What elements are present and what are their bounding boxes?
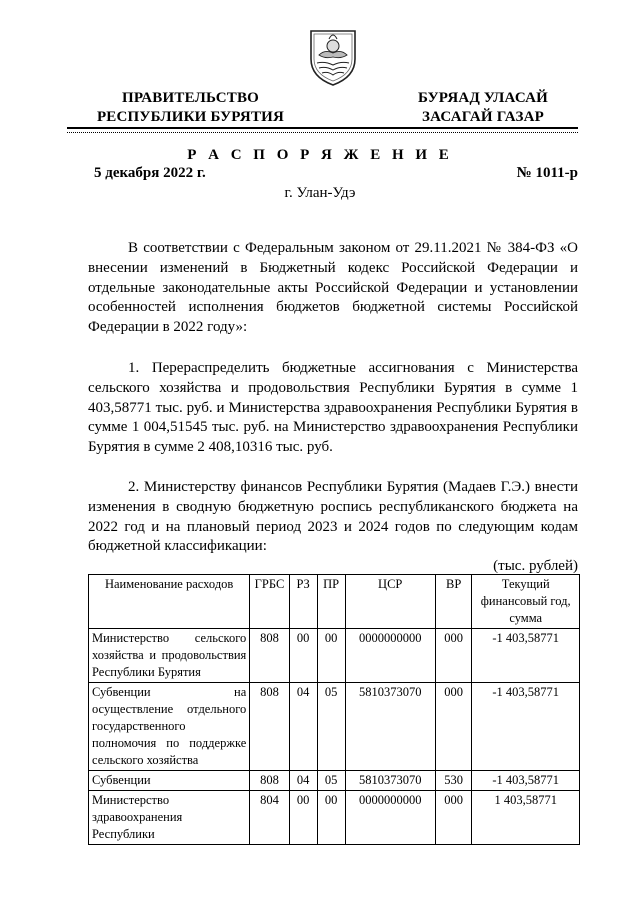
table-cell-amount: -1 403,58771 [472,683,580,771]
header-left-line1: ПРАВИТЕЛЬСТВО [121,90,260,106]
table-cell-name: Министерство здравоохранения Республики [89,791,250,845]
table-row [89,771,580,791]
table-cell: 00 [289,791,317,845]
government-name-russian [88,89,293,127]
table-cell-name: Министерство сельского хозяйства и продовольствия Республики Бурятия [89,629,250,683]
header-right-line1: БУРЯАД УЛАСАЙ [417,90,549,106]
table-cell: 05 [317,683,345,771]
document-title: Р А С П О Р Я Ж Е Н И Е [187,147,453,163]
table-cell: 05 [317,771,345,791]
document-date: 5 декабря 2022 г. [94,165,206,181]
header-divider-dotted [67,132,578,133]
table-cell-name: Субвенции на осуществление отдельного государственного полномочия по поддержке сельского хозяйства [89,683,250,771]
table-cell-name: Субвенции [89,771,250,791]
paragraph-1: 1. Перераспределить бюджетные ассигнования с Министерства сельского хозяйства и продовольствия Республики Бурятия в сумме 1 403,58771 тыс. руб. и Министерства здравоохранения Республики Бурятия в сумме 1 004,51545 тыс. руб. на Министерство здравоохранения Республики Бурятия в сумме 2 408,10316 тыс. руб. [88,360,578,456]
government-name-buryat [388,89,578,127]
table-cell: 000 [435,791,472,845]
table-cell: 000 [435,629,472,683]
budget-table [88,574,580,845]
table-cell: 804 [250,791,289,845]
table-cell-amount: 1 403,58771 [472,791,580,845]
table-cell: 530 [435,771,472,791]
table-cell: 808 [250,683,289,771]
column-header: Текущий финансовый год, сумма [472,575,580,629]
column-header: ПР [317,575,345,629]
column-header: ВР [435,575,472,629]
header-divider [67,127,578,129]
table-row [89,683,580,771]
table-cell: 808 [250,629,289,683]
table-cell-amount: -1 403,58771 [472,629,580,683]
table-cell-amount: -1 403,58771 [472,771,580,791]
column-header: ЦСР [345,575,435,629]
table-cell: 000 [435,683,472,771]
table-cell: 0000000000 [345,791,435,845]
table-cell: 00 [317,629,345,683]
document-city: г. Улан-Удэ [284,185,356,201]
document-number: № 1011-р [516,165,578,181]
column-header: Наименование расходов [89,575,250,629]
table-cell: 00 [289,629,317,683]
table-header-row [89,575,580,629]
table-row [89,629,580,683]
table-row [89,791,580,845]
column-header: ГРБС [250,575,289,629]
header-left-line2: РЕСПУБЛИКИ БУРЯТИЯ [96,109,285,125]
coat-of-arms-icon [303,25,363,87]
table-cell: 5810373070 [345,771,435,791]
column-header: РЗ [289,575,317,629]
table-cell: 5810373070 [345,683,435,771]
table-cell: 0000000000 [345,629,435,683]
table-cell: 04 [289,771,317,791]
preamble-paragraph: В соответствии с Федеральным законом от 29.11.2021 № 384-ФЗ «О внесении изменений в Бюджетный кодекс Российской Федерации и отдельные законодательные акты Российской Федерации и установлении особенностей исполнения бюджетов бюджетной системы Российской Федерации в 2022 году»: [88,240,578,336]
header-right-line2: ЗАСАГАЙ ГАЗАР [422,109,544,125]
table-cell: 00 [317,791,345,845]
table-unit-label: (тыс. рублей) [493,558,578,574]
table-cell: 808 [250,771,289,791]
table-cell: 04 [289,683,317,771]
paragraph-2: 2. Министерству финансов Республики Бурятия (Мадаев Г.Э.) внести изменения в сводную бюджетную роспись республиканского бюджета на 2022 год и на плановый период 2023 и 2024 годов по следующим кодам бюджетной классификации: [88,479,578,555]
